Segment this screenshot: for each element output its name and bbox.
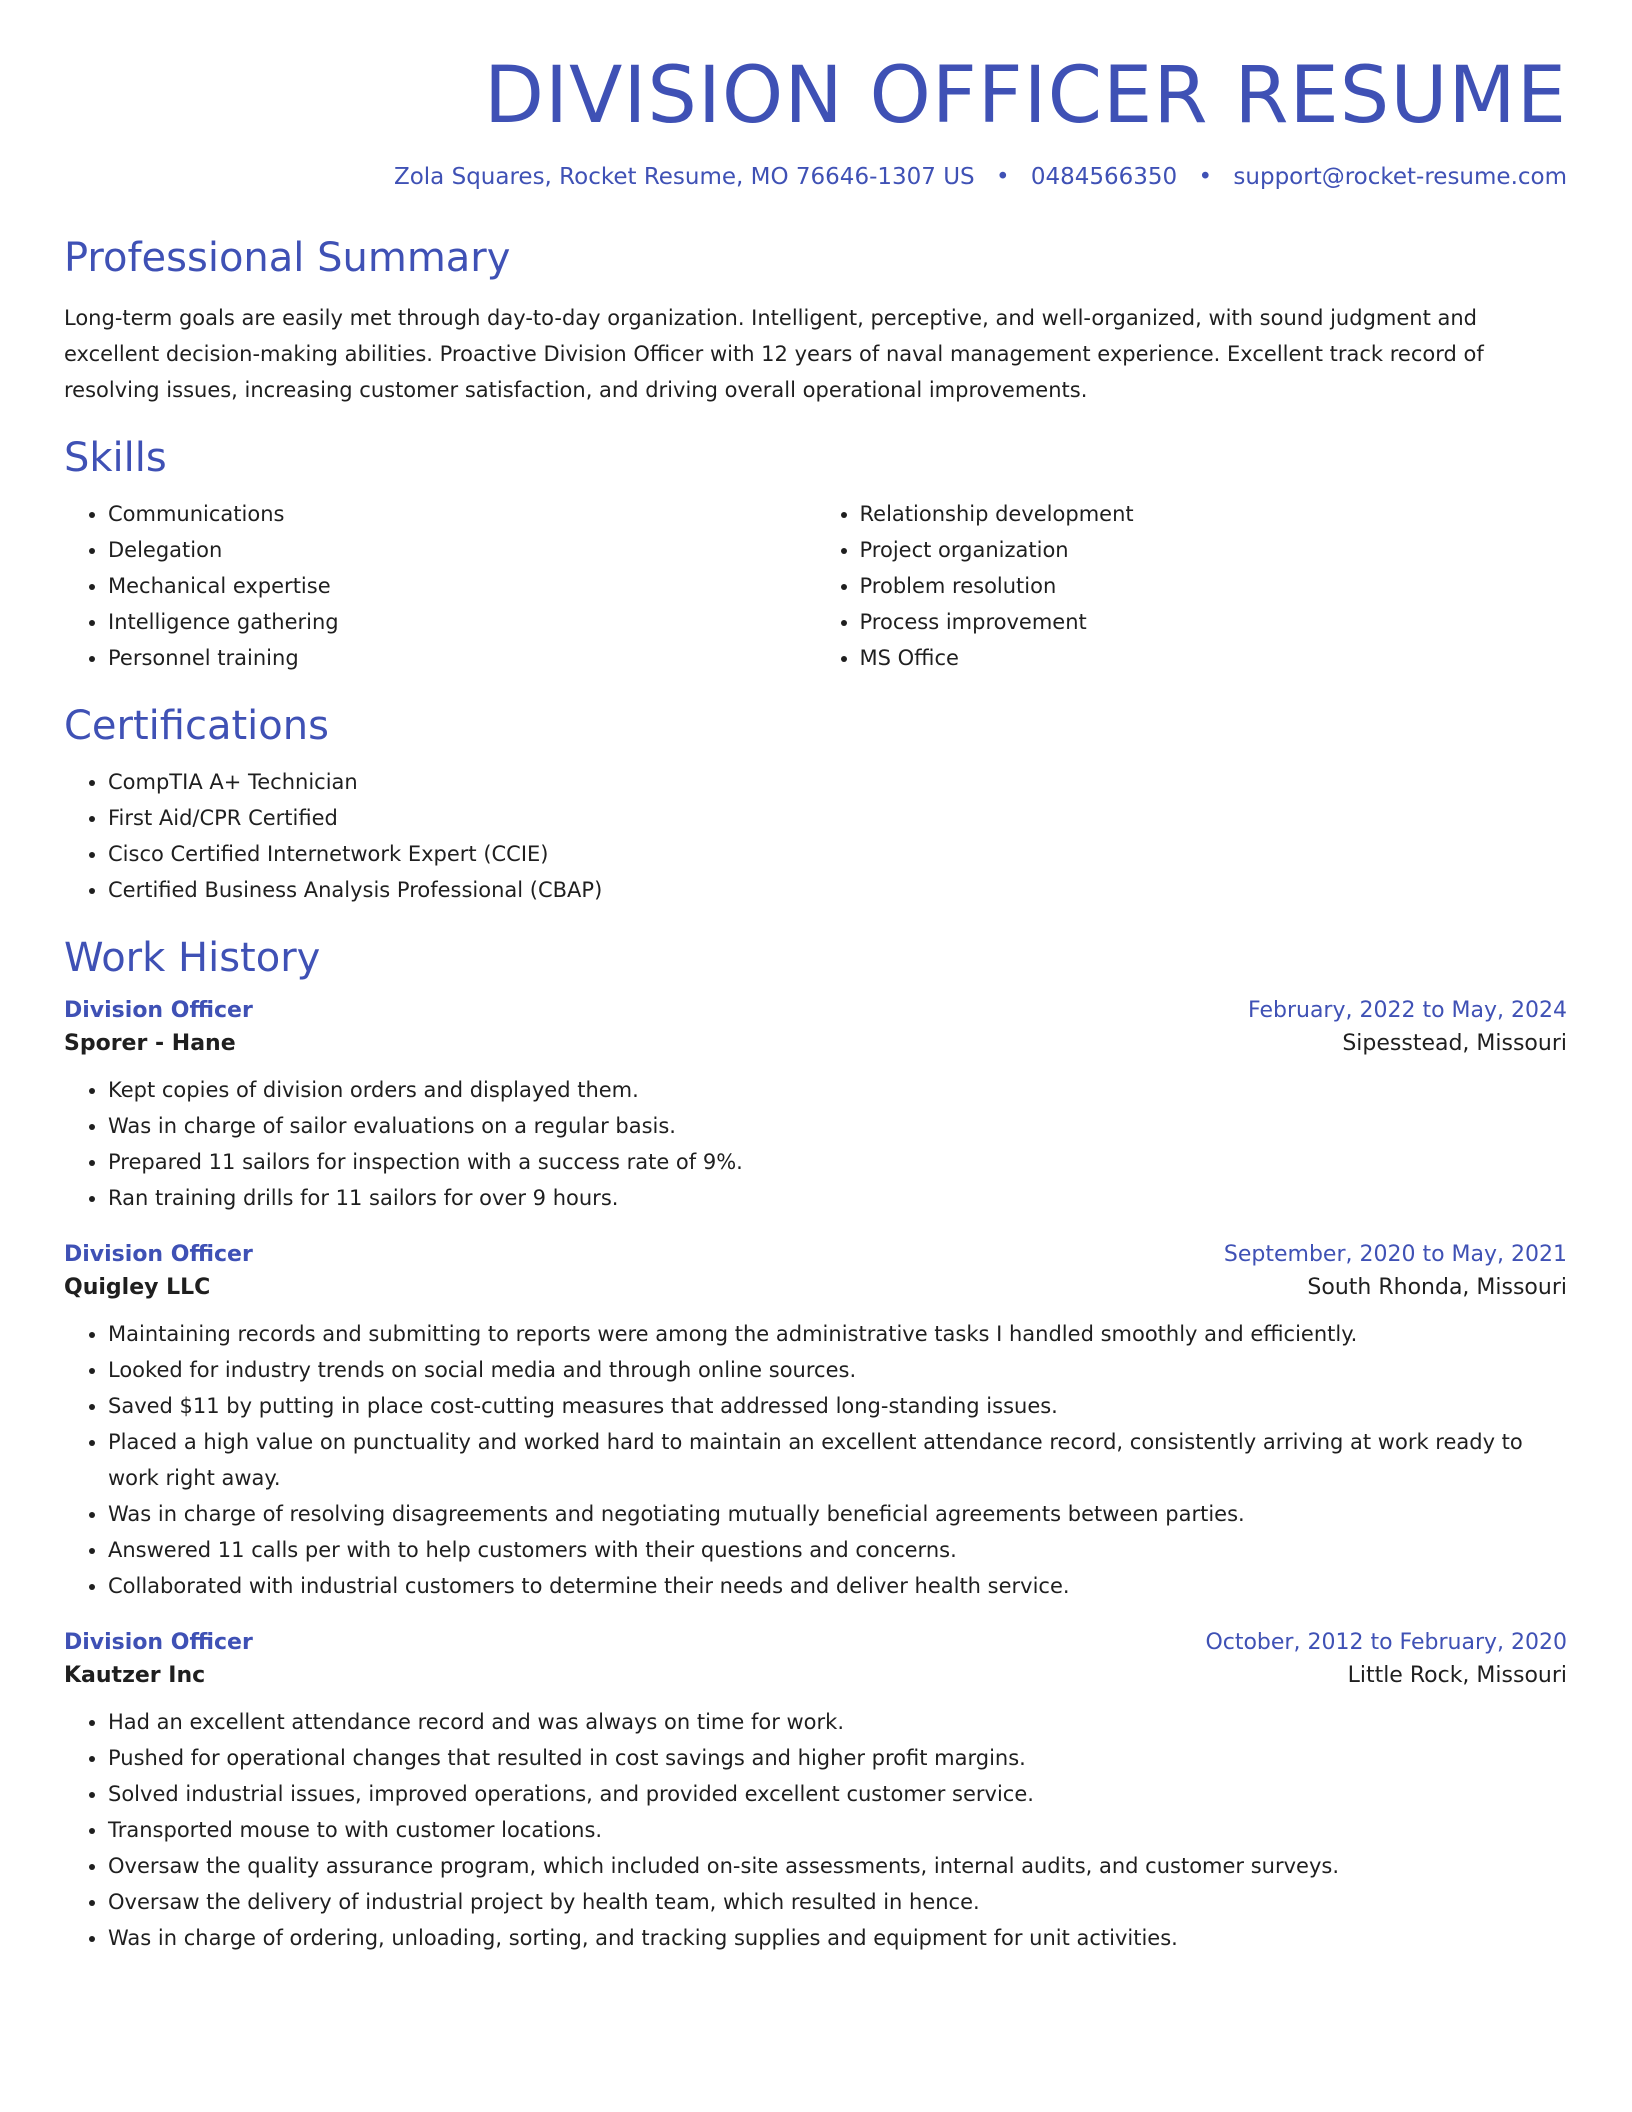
contact-email: support@rocket-resume.com: [1233, 163, 1567, 190]
job-location: South Rhonda, Missouri: [1307, 1274, 1567, 1300]
contact-phone: 0484566350: [1030, 163, 1178, 190]
work-history-heading: Work History: [64, 934, 321, 981]
contact-line: [64, 164, 1567, 190]
job-company-row: [64, 1275, 1567, 1300]
job-location: Little Rock, Missouri: [1347, 1662, 1567, 1688]
certifications-section: [64, 702, 1567, 908]
job-dates: February, 2022 to May, 2024: [1248, 997, 1567, 1023]
summary-text: Long-term goals are easily met through day-to-day organization. Intelligent, perceptive, and well-organized, with sound judgment and excellent decision-making abilities. Proactive Division Officer with 12 years of naval management experience. Excellent track record of resolving issues, increasing customer satisfaction, and driving overall operational improvements.: [64, 305, 1484, 402]
job-bullet: • Was in charge of sailor evaluations on a regular basis.: [108, 1108, 1567, 1144]
job-bullet: • Collaborated with industrial customers to determine their needs and deliver health service.: [108, 1568, 1567, 1604]
job-bullet: • Placed a high value on punctuality and worked hard to maintain an excellent attendance record, consistently arriving at work ready to work right away.: [108, 1424, 1567, 1496]
job-bullet: • Kept copies of division orders and displayed them.: [108, 1072, 1567, 1108]
skill-item: • Relationship development: [860, 496, 1568, 532]
skills-list-left: [64, 496, 816, 676]
contact-address: Zola Squares, Rocket Resume, MO 76646-1307 US: [393, 163, 975, 190]
job-title: Division Officer: [64, 1629, 253, 1655]
skill-item: • Personnel training: [108, 640, 816, 676]
skills-grid: [64, 496, 1567, 676]
certification-item: • CompTIA A+ Technician: [108, 764, 1567, 800]
job-company-row: [64, 1663, 1567, 1688]
resume-page: [64, 0, 1567, 1956]
skill-item: • Delegation: [108, 532, 816, 568]
job-bullet: • Had an excellent attendance record and was always on time for work.: [108, 1704, 1567, 1740]
certification-item: • Cisco Certified Internetwork Expert (CCIE): [108, 836, 1567, 872]
summary-heading: Professional Summary: [64, 234, 511, 281]
job-header-row: [64, 1242, 1567, 1267]
skills-section: [64, 434, 1567, 676]
contact-separator: •: [1198, 163, 1213, 190]
job-header-row: [64, 1630, 1567, 1655]
contact-separator: •: [995, 163, 1010, 190]
job-bullet: • Solved industrial issues, improved operations, and provided excellent customer service.: [108, 1776, 1567, 1812]
job-company: Quigley LLC: [64, 1274, 211, 1300]
skill-item: • Problem resolution: [860, 568, 1568, 604]
job-company: Kautzer Inc: [64, 1662, 206, 1688]
resume-title: DIVISION OFFICER RESUME: [483, 51, 1567, 141]
job-dates: October, 2012 to February, 2020: [1205, 1629, 1567, 1655]
job-company-row: [64, 1031, 1567, 1056]
job-bullet: • Prepared 11 sailors for inspection with a success rate of 9%.: [108, 1144, 1567, 1180]
certifications-heading: Certifications: [64, 702, 329, 749]
job-title: Division Officer: [64, 1241, 253, 1267]
skill-item: • Project organization: [860, 532, 1568, 568]
skills-heading: Skills: [64, 434, 167, 481]
job-entry: [64, 1630, 1567, 1956]
job-bullet: • Pushed for operational changes that resulted in cost savings and higher profit margins.: [108, 1740, 1567, 1776]
job-entry: [64, 1242, 1567, 1604]
job-bullet: • Oversaw the delivery of industrial project by health team, which resulted in hence.: [108, 1884, 1567, 1920]
skill-item: • MS Office: [860, 640, 1568, 676]
certifications-list: [64, 764, 1567, 908]
skill-item: • Process improvement: [860, 604, 1568, 640]
job-bullet: • Saved $11 by putting in place cost-cutting measures that addressed long-standing issues.: [108, 1388, 1567, 1424]
job-header-row: [64, 998, 1567, 1023]
job-bullets: [64, 1316, 1567, 1604]
job-company: Sporer - Hane: [64, 1030, 236, 1056]
job-bullet: • Answered 11 calls per with to help customers with their questions and concerns.: [108, 1532, 1567, 1568]
skill-item: • Intelligence gathering: [108, 604, 816, 640]
job-entry: [64, 998, 1567, 1216]
certification-item: • First Aid/CPR Certified: [108, 800, 1567, 836]
skill-item: • Communications: [108, 496, 816, 532]
job-title: Division Officer: [64, 997, 253, 1023]
job-bullet: • Transported mouse to with customer locations.: [108, 1812, 1567, 1848]
summary-section: [64, 234, 1567, 408]
job-bullet: • Oversaw the quality assurance program, which included on-site assessments, internal audits, and customer surveys.: [108, 1848, 1567, 1884]
job-bullet: • Looked for industry trends on social media and through online sources.: [108, 1352, 1567, 1388]
work-history-section: [64, 934, 1567, 1956]
job-bullet: • Ran training drills for 11 sailors for over 9 hours.: [108, 1180, 1567, 1216]
job-bullet: • Maintaining records and submitting to reports were among the administrative tasks I handled smoothly and efficiently.: [108, 1316, 1567, 1352]
job-bullet: • Was in charge of ordering, unloading, sorting, and tracking supplies and equipment for unit activities.: [108, 1920, 1567, 1956]
certification-item: • Certified Business Analysis Professional (CBAP): [108, 872, 1567, 908]
job-dates: September, 2020 to May, 2021: [1223, 1241, 1567, 1267]
skills-list-right: [816, 496, 1568, 676]
job-bullet: • Was in charge of resolving disagreements and negotiating mutually beneficial agreements between parties.: [108, 1496, 1567, 1532]
job-bullets: [64, 1072, 1567, 1216]
skill-item: • Mechanical expertise: [108, 568, 816, 604]
job-bullets: [64, 1704, 1567, 1956]
job-location: Sipesstead, Missouri: [1342, 1030, 1567, 1056]
